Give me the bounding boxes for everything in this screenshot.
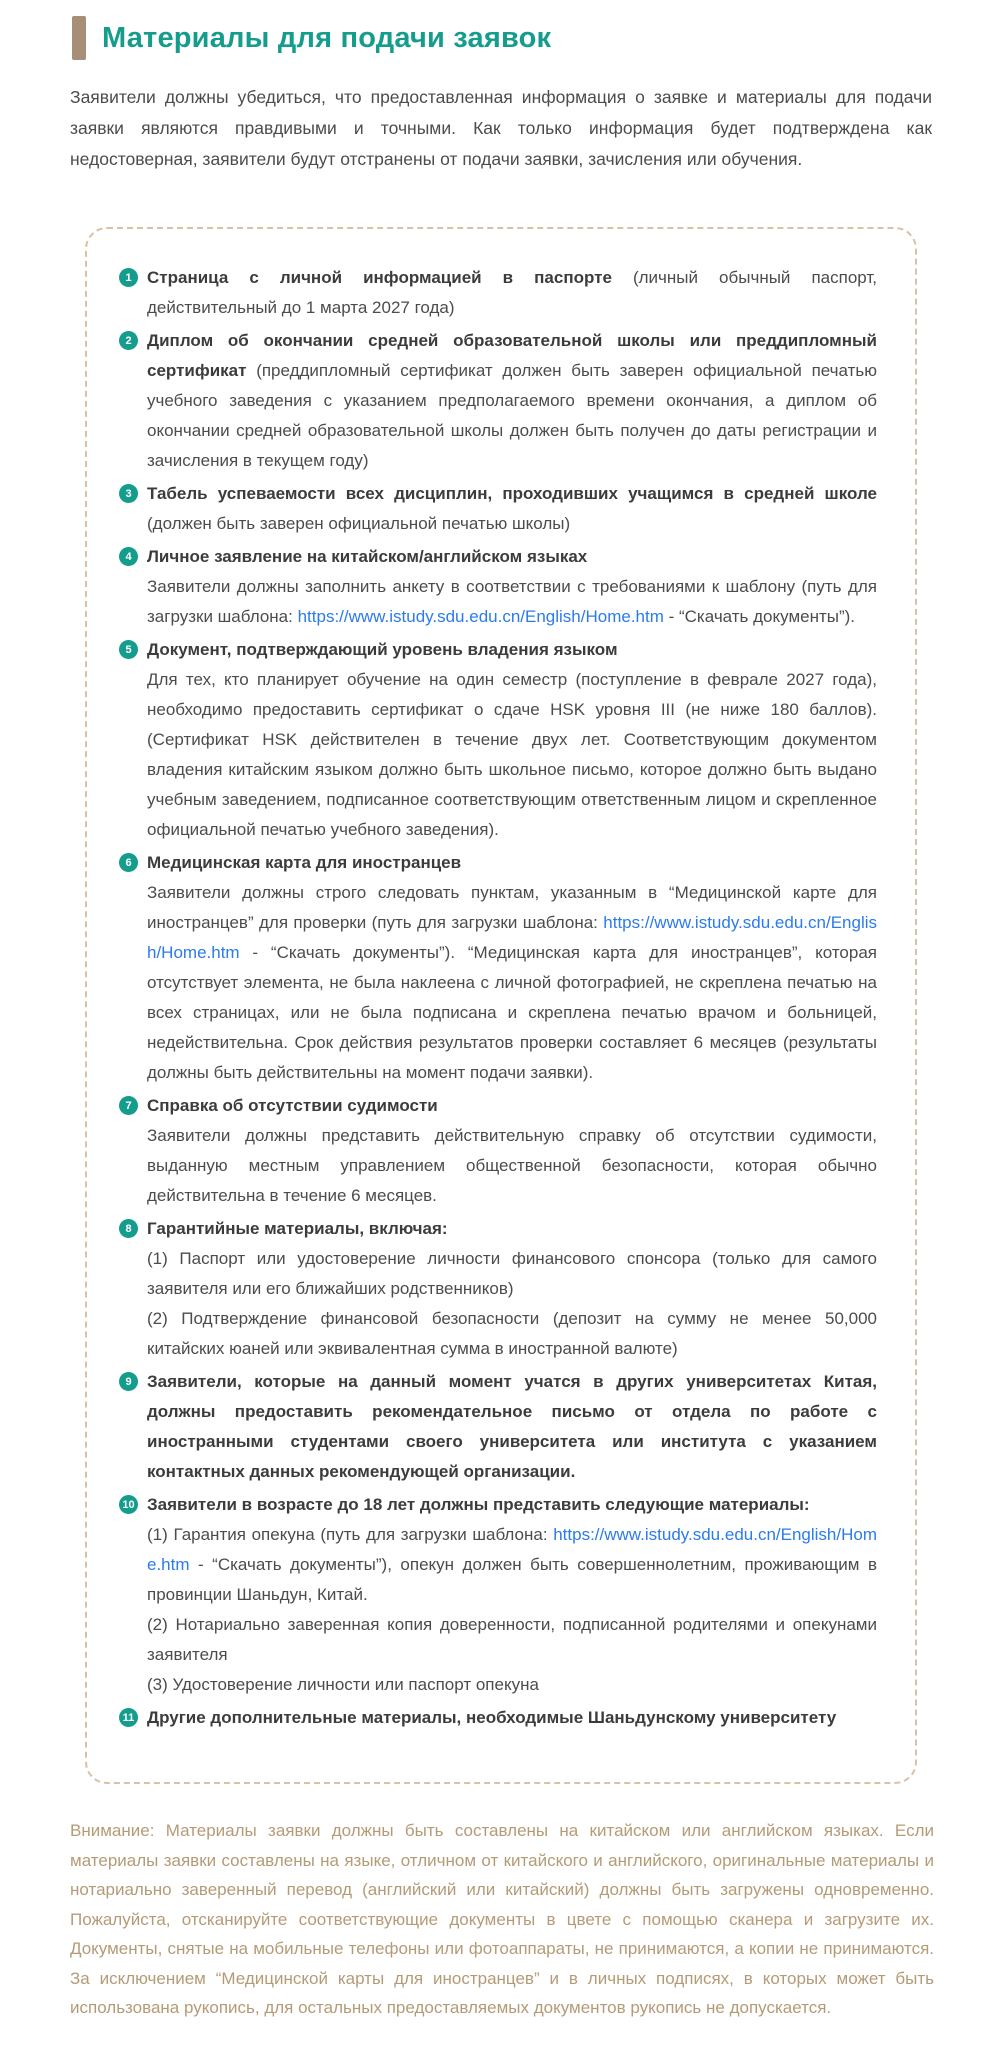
checklist-item-3 [125, 479, 877, 539]
template-download-link[interactable]: https://www.istudy.sdu.edu.cn/English/Home.htm [297, 607, 664, 626]
title-accent-bar [72, 16, 86, 60]
item-text: - “Скачать документы”). [663, 607, 856, 626]
item-content [147, 547, 877, 626]
checklist-item-9 [125, 1367, 877, 1487]
item-text: (2) Подтверждение финансовой безопасности (депозит на сумму не менее 50,000 китайских юаней или эквивалентная сумма в иностранной валюте) [147, 1309, 877, 1358]
intro-paragraph: Заявители должны убедиться, что предоставленная информация о заявке и материалы для подачи заявки являются правдивыми и точными. Как только информация будет подтверждена как недостоверная, заявители будут отстранены от подачи заявки, зачисления или обучения. [70, 87, 932, 169]
checklist [122, 263, 878, 1733]
page-title: Материалы для подачи заявок [102, 21, 552, 54]
checklist-item-11 [122, 1703, 877, 1733]
item-number-badge: 8 [119, 1219, 138, 1238]
item-heading: Документ, подтверждающий уровень владения языком [147, 640, 618, 659]
checklist-item-4 [125, 542, 877, 632]
item-content [147, 1495, 877, 1694]
item-text: - “Скачать документы”), опекун должен быть совершеннолетним, проживающим в провинции Шаньдун, Китай. [147, 1555, 877, 1604]
item-heading: Заявители в возрасте до 18 лет должны представить следующие материалы: [147, 1495, 810, 1514]
item-text: Для тех, кто планирует обучение на один семестр (поступление в феврале 2027 года), необходимо предоставить сертификат о сдаче HSK уровня III (не ниже 180 баллов). (Сертификат HSK действителен в течение двух лет. Соответствующим документом владения китайским языком должно быть школьное письмо, которое должно быть выдано учебным заведением, подписанное соответствующим ответственным лицом и скрепленное официальной печатью учебного заведения). [147, 670, 877, 839]
item-number-badge: 10 [119, 1495, 138, 1514]
item-content [147, 853, 877, 1082]
item-text: - “Скачать документы”). “Медицинская карта для иностранцев”, которая отсутствует элемента, не была наклеена с личной фотографией, не скреплена печатью на всех страницах, или не была подписана и скреплена печатью врачом и больницей, недействительна. Срок действия результатов проверки составляет 6 месяцев (результаты должны быть действительны на момент подачи заявки). [147, 943, 877, 1082]
item-heading: Личное заявление на китайском/английском языках [147, 547, 588, 566]
item-content [147, 1708, 836, 1727]
checklist-item-10 [122, 1490, 877, 1700]
checklist-item-6 [125, 848, 877, 1088]
item-content [147, 1219, 877, 1358]
item-number-badge: 3 [119, 484, 138, 503]
item-content [147, 1096, 877, 1205]
item-content [147, 484, 877, 533]
item-heading: Табель успеваемости всех дисциплин, проходивших учащимся в средней школе [147, 484, 877, 503]
template-download-link[interactable]: https://www.istudy.sdu.edu.cn/English/Home.htm [147, 1525, 877, 1574]
checklist-item-8 [125, 1214, 877, 1364]
checklist-item-2 [125, 326, 878, 476]
item-number-badge: 7 [119, 1096, 138, 1115]
item-text: Заявители должны строго следовать пунктам, указанным в “Медицинской карте для иностранцев” для проверки (путь для загрузки шаблона: [147, 883, 877, 932]
item-heading: Страница с личной информацией в паспорте [147, 268, 633, 287]
item-number-badge: 1 [119, 268, 138, 287]
item-number-badge: 11 [119, 1708, 138, 1727]
item-text: Заявители должны заполнить анкету в соответствии с требованиями к шаблону (путь для загрузки шаблона: [147, 577, 877, 626]
checklist-item-5 [125, 635, 877, 845]
item-content [147, 1372, 877, 1481]
item-content [147, 331, 877, 470]
checklist-item-7 [125, 1091, 877, 1211]
item-heading: Медицинская карта для иностранцев [147, 853, 462, 872]
item-text: (2) Нотариально заверенная копия доверенности, подписанной родителями и опекунами заявителя [147, 1615, 877, 1664]
item-text: (1) Паспорт или удостоверение личности финансового спонсора (только для самого заявителя или его ближайших родственников) [147, 1249, 877, 1298]
item-heading: Справка об отсутствии судимости [147, 1096, 438, 1115]
item-text: (3) Удостоверение личности или паспорт опекуна [147, 1675, 539, 1694]
item-number-badge: 5 [119, 640, 138, 659]
section-header [72, 16, 930, 60]
checklist-item-1 [125, 263, 877, 323]
item-heading: Диплом об окончании средней образовательной школы или преддипломный сертификат [147, 331, 877, 380]
item-text: (преддипломный сертификат должен быть заверен официальной печатью учебного заведения с указанием предполагаемого времени окончания, а диплом об окончании средней образовательной школы должен быть получен до даты регистрации и зачисления в текущем году) [147, 361, 878, 470]
template-download-link[interactable]: https://www.istudy.sdu.edu.cn/English/Home.htm [147, 913, 877, 962]
item-number-badge: 6 [119, 853, 138, 872]
item-number-badge: 4 [119, 547, 138, 566]
item-text: (личный обычный паспорт, действительный до 1 марта 2027 года) [147, 268, 877, 317]
item-heading: Другие дополнительные материалы, необходимые Шаньдунскому университету [147, 1708, 837, 1727]
item-text: (1) Гарантия опекуна (путь для загрузки шаблона: [147, 1525, 554, 1544]
item-heading: Гарантийные материалы, включая: [147, 1219, 448, 1238]
notice-paragraph: Внимание: Материалы заявки должны быть составлены на китайском или английском языках. Если материалы заявки составлены на языке, отличном от китайского и английского, оригинальные материалы и нотариально заверенный перевод (английский или китайский) должны быть загружены одновременно. Пожалуйста, отсканируйте соответствующие документы в цвете с помощью сканера и загрузите их. Документы, снятые на мобильные телефоны или фотоаппараты, не принимаются, а копии не принимаются. За исключением “Медицинской карты для иностранцев” и в личных подписях, в которых может быть использована рукопись, для остальных предоставляемых документов рукопись не допускается. [70, 1821, 934, 2017]
item-number-badge: 9 [119, 1372, 138, 1391]
checklist-box [85, 227, 917, 1784]
item-content [147, 640, 877, 839]
item-heading: Заявители, которые на данный момент учатся в других университетах Китая, должны предоставить рекомендательное письмо от отдела по работе с иностранными студентами своего университета или института с указанием контактных данных рекомендующей организации. [147, 1372, 877, 1481]
item-text: Заявители должны представить действительную справку об отсутствии судимости, выданную местным управлением общественной безопасности, которая обычно действительна в течение 6 месяцев. [147, 1126, 877, 1205]
item-text: (должен быть заверен официальной печатью школы) [147, 514, 571, 533]
item-content [147, 268, 877, 317]
item-number-badge: 2 [119, 331, 138, 350]
